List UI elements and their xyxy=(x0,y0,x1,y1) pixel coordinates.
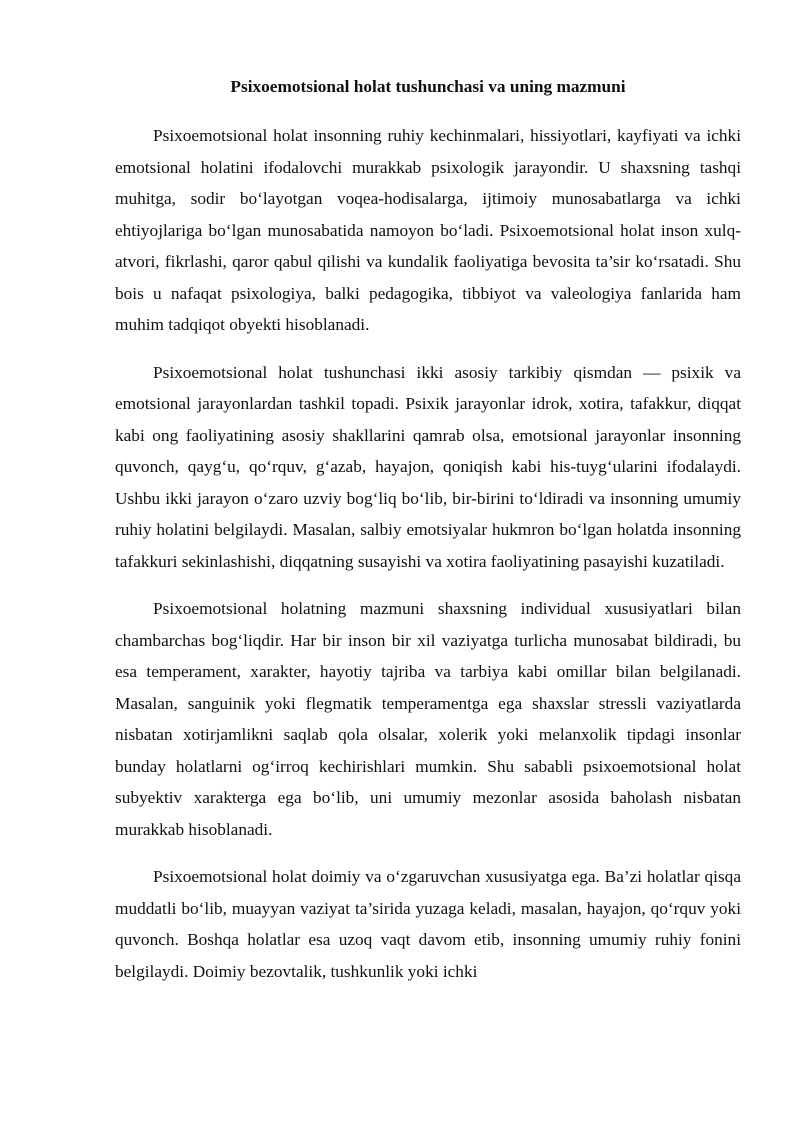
paragraph-2: Psixoemotsional holat tushunchasi ikki asosiy tarkibiy qismdan — psixik va emotsional jarayonlardan tashkil topadi. Psixik jarayonlar idrok, xotira, tafakkur, diqqat kabi ong faoliyatining asosiy shakllarini qamrab olsa, emotsional jarayonlar insonning quvonch, qayg‘u, qo‘rquv, g‘azab, hayajon, qoniqish kabi his-tuyg‘ularini ifodalaydi. Ushbu ikki jarayon o‘zaro uzviy bog‘liq bo‘lib, bir-birini to‘ldiradi va insonning umumiy ruhiy holatini belgilaydi. Masalan, salbiy emotsiyalar hukmron bo‘lgan holatda insonning tafakkuri sekinlashishi, diqqatning susayishi va xotira faoliyatining pasayishi kuzatiladi. xyxy=(115,362,741,571)
document-title: Psixoemotsional holat tushunchasi va uning mazmuni xyxy=(230,77,626,96)
paragraph-1: Psixoemotsional holat insonning ruhiy kechinmalari, hissiyotlari, kayfiyati va ichki emotsional holatini ifodalovchi murakkab psixologik jarayondir. U shaxsning tashqi muhitga, sodir bo‘layotgan voqea-hodisalarga, ijtimoiy munosabatlarga va ichki ehtiyojlariga bo‘lgan munosabatida namoyon bo‘ladi. Psixoemotsional holat inson xulq-atvori, fikrlashi, qaror qabul qilishi va kundalik faoliyatiga bevosita ta’sir ko‘rsatadi. Shu bois u nafaqat psixologiya, balki pedagogika, tibbiyot va valeologiya fanlarida ham muhim tadqiqot obyekti hisoblanadi. xyxy=(115,126,741,334)
paragraph-4: Psixoemotsional holat doimiy va o‘zgaruvchan xususiyatga ega. Ba’zi holatlar qisqa muddatli bo‘lib, muayyan vaziyat ta’sirida yuzaga keladi, masalan, hayajon, qo‘rquv yoki quvonch. Boshqa holatlar esa uzoq vaqt davom etib, insonning umumiy ruhiy fonini belgilaydi. Doimiy bezovtalik, tushkunlik yoki ichki xyxy=(115,867,741,981)
paragraph-3: Psixoemotsional holatning mazmuni shaxsning individual xususiyatlari bilan chambarchas bog‘liqdir. Har bir inson bir xil vaziyatga turlicha munosabat bildiradi, bu esa temperament, xarakter, hayotiy tajriba va tarbiya kabi omillar bilan belgilanadi. Masalan, sanguinik yoki flegmatik temperamentga ega shaxslar stressli vaziyatlarda nisbatan xotirjamlikni saqlab qola olsalar, xolerik yoki melanxolik tipdagi insonlar bunday holatlarni og‘irroq kechirishlari mumkin. Shu sababli psixoemotsional holat subyektiv xarakterga ega bo‘lib, uni umumiy mezonlar asosida baholash nisbatan murakkab hisoblanadi. xyxy=(115,599,741,839)
